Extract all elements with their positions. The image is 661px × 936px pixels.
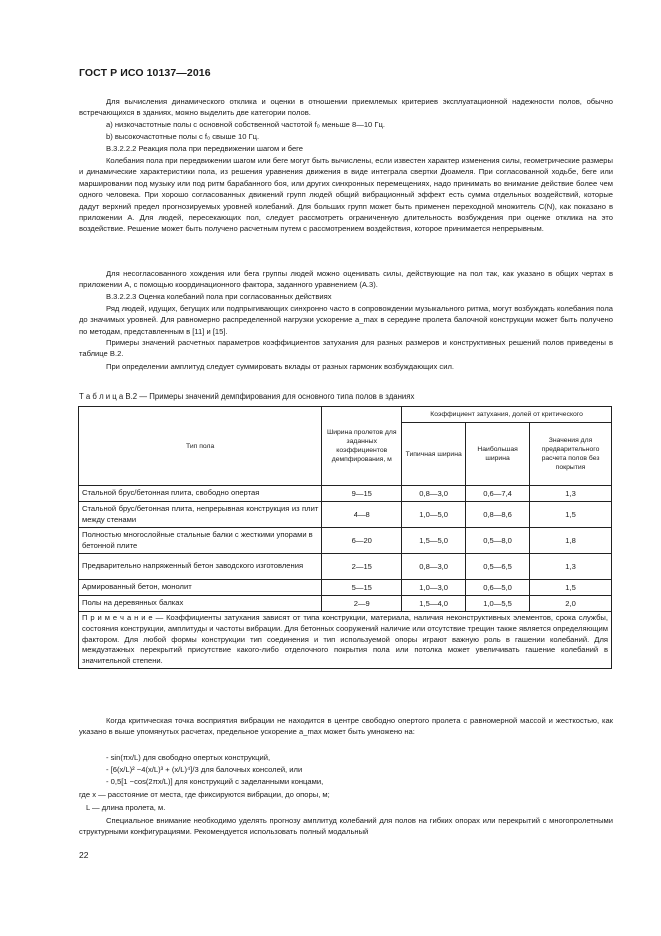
paragraph-special-attention: Специальное внимание необходимо уделять прогнозу амплитуд колебаний для полов на гибких опорах или перекрытий с многопролетными структурными конфигурациями. Рекомендуется использовать полный модальный xyxy=(79,816,613,837)
cell-span: 2—15 xyxy=(322,554,402,580)
header-span: Ширина пролетов для заданных коэффициентов демпфирования, м xyxy=(322,407,402,486)
definition-l: L — длина пролета, м. xyxy=(86,803,166,812)
cell-max: 0,5—6,5 xyxy=(466,554,530,580)
paragraph-uncoordinated: Для несогласованного хождения или бега группы людей можно оценивать силы, действующие на пол так, как указано в общих чертах в приложении А, с помощью координационного фактора, заданного уравнением (А.3). xyxy=(79,269,613,290)
table-row xyxy=(79,528,612,554)
cell-type: Предварительно напряженный бетон заводского изготовления xyxy=(79,554,322,580)
cell-prelim: 1,5 xyxy=(530,580,612,596)
table-row xyxy=(79,596,612,612)
table-row xyxy=(79,580,612,596)
list-item-b: b) высокочастотные полы с f₀ свыше 10 Гц. xyxy=(106,132,260,141)
header-prelim: Значения для предварительного расчета полов без покрытия xyxy=(530,423,612,486)
cell-span: 5—15 xyxy=(322,580,402,596)
table-note-row xyxy=(79,612,612,669)
table-header-row xyxy=(79,407,612,423)
cell-span: 9—15 xyxy=(322,486,402,502)
header-type: Тип пола xyxy=(79,407,322,486)
cell-span: 4—8 xyxy=(322,502,402,528)
cell-typical: 0,8—3,0 xyxy=(402,486,466,502)
cell-prelim: 1,8 xyxy=(530,528,612,554)
section-heading-coordinated: В.3.2.2.3 Оценка колебаний пола при согласованных действиях xyxy=(106,292,332,301)
cell-prelim: 1,3 xyxy=(530,554,612,580)
paragraph-amplitudes: При определении амплитуд следует суммировать вклады от разных гармоник возбуждающих сил. xyxy=(106,362,454,371)
cell-type: Армированный бетон, монолит xyxy=(79,580,322,596)
cell-prelim: 1,5 xyxy=(530,502,612,528)
cell-type: Полностью многослойные стальные балки с жесткими упорами в бетонной плите xyxy=(79,528,322,554)
formula-cantilever: - [6(x/L)² −4(x/L)³ + (x/L)⁴]/3 для балочных консолей, или xyxy=(106,765,303,774)
cell-type: Стальной брус/бетонная плита, непрерывная конструкция из плит между стенами xyxy=(79,502,322,528)
cell-prelim: 1,3 xyxy=(530,486,612,502)
table-caption: Т а б л и ц а В.2 — Примеры значений демпфирования для основного типа полов в зданиях xyxy=(79,392,415,401)
cell-max: 0,5—8,0 xyxy=(466,528,530,554)
header-typical: Типичная ширина xyxy=(402,423,466,486)
paragraph-critical-point: Когда критическая точка восприятия вибрации не находится в центре свободно опертого пролета с равномерной массой и жесткостью, как указано в выше упомянутых расчетах, предельное ускорение a_max может быть умножено на: xyxy=(79,716,613,737)
cell-type: Полы на деревянных балках xyxy=(79,596,322,612)
cell-typical: 1,0—5,0 xyxy=(402,502,466,528)
cell-type: Стальной брус/бетонная плита, свободно опертая xyxy=(79,486,322,502)
cell-typical: 1,0—3,0 xyxy=(402,580,466,596)
section-heading-walking: В.3.2.2.2 Реакция пола при передвижении шагом и беге xyxy=(106,144,303,153)
header-max: Наибольшая ширина xyxy=(466,423,530,486)
cell-typical: 1,5—5,0 xyxy=(402,528,466,554)
page-number: 22 xyxy=(79,850,89,860)
cell-max: 0,6—5,0 xyxy=(466,580,530,596)
cell-max: 1,0—5,5 xyxy=(466,596,530,612)
definition-x: где x — расстояние от места, где фиксируются вибрации, до опоры, м; xyxy=(79,790,330,799)
formula-fixed-ends: - 0,5[1 −cos(2πx/L)] для конструкций с заделанными концами, xyxy=(106,777,324,786)
table-row xyxy=(79,554,612,580)
document-header: ГОСТ Р ИСО 10137—2016 xyxy=(79,67,211,79)
table-note: П р и м е ч а н и е — Коэффициенты затухания зависят от типа конструкции, материала, наличия неконструктивных элементов, срока службы, состояния конструкции, амплитуды и частоты вибрации. Для бетонных сооружений наличие или отсутствие трещин также является определяющим фактором. Для любой формы конструкции тип соединения и тип используемой опоры играют важную роль в гашении колебаний. Для междуэтажных перекрытий присутствие какого-либо отделочного покрытия пола или потолка может увеличивать гашение колебаний в значительной степени. xyxy=(79,612,612,669)
table-row xyxy=(79,486,612,502)
paragraph-coordinated: Ряд людей, идущих, бегущих или подпрыгивающих синхронно часто в сопровождении музыкального ритма, могут возбуждать колебания пола до значимых уровней. Для равномерно распределенной нагрузки ускорение a_max в середине пролета балочной конструкции может быть получено по методам, представленным в [11] и [15]. xyxy=(79,304,613,336)
cell-max: 0,6—7,4 xyxy=(466,486,530,502)
cell-span: 6—20 xyxy=(322,528,402,554)
cell-max: 0,8—8,6 xyxy=(466,502,530,528)
table-row xyxy=(79,502,612,528)
cell-prelim: 2,0 xyxy=(530,596,612,612)
damping-table xyxy=(78,406,612,669)
paragraph-intro: Для вычисления динамического отклика и оценки в отношении приемлемых критериев эксплуатационной надежности полов, обычно встречающихся в зданиях, можно выделить две категории полов. xyxy=(79,97,613,118)
cell-typical: 0,8—3,0 xyxy=(402,554,466,580)
formula-simply-supported: - sin(πx/L) для свободно опертых конструкций, xyxy=(106,753,271,762)
paragraph-examples: Примеры значений расчетных параметров коэффициентов затухания для разных размеров и конструктивных решений полов приведены в таблице В.2. xyxy=(79,338,613,359)
header-damping-group: Коэффициент затухания, долей от критического xyxy=(402,407,612,423)
cell-typical: 1,5—4,0 xyxy=(402,596,466,612)
cell-span: 2—9 xyxy=(322,596,402,612)
paragraph-walking: Колебания пола при передвижении шагом или беге могут быть вычислены, если известен характер изменения силы, геометрические размеры и динамические характеристики пола, из решения уравнения движения в виде интеграла свертки Дюамеля. При согласованной ходьбе, беге или маршировании под музыку или под ритм барабанного боя, или других синхронных перемещениях, надо принимать во внимание действие более чем одного человека. При хорошо согласованных движений групп людей общий вибрационный эффект есть сумма отдельных воздействий, которые дадут верхний предел прогнозируемых уровней колебаний. Для больших групп может быть применен переходной множитель C(N), как показано в приложении А. Для людей, пересекающих пол, следует рассмотреть ограниченную длительность возбуждения при оценке отклика на это воздействие. Решение может быть получено расчетным путем с рассмотрением воздействия, которое принимается непрерывным. xyxy=(79,156,613,234)
list-item-a: а) низкочастотные полы с основной собственной частотой f₀ меньше 8—10 Гц. xyxy=(106,120,385,129)
